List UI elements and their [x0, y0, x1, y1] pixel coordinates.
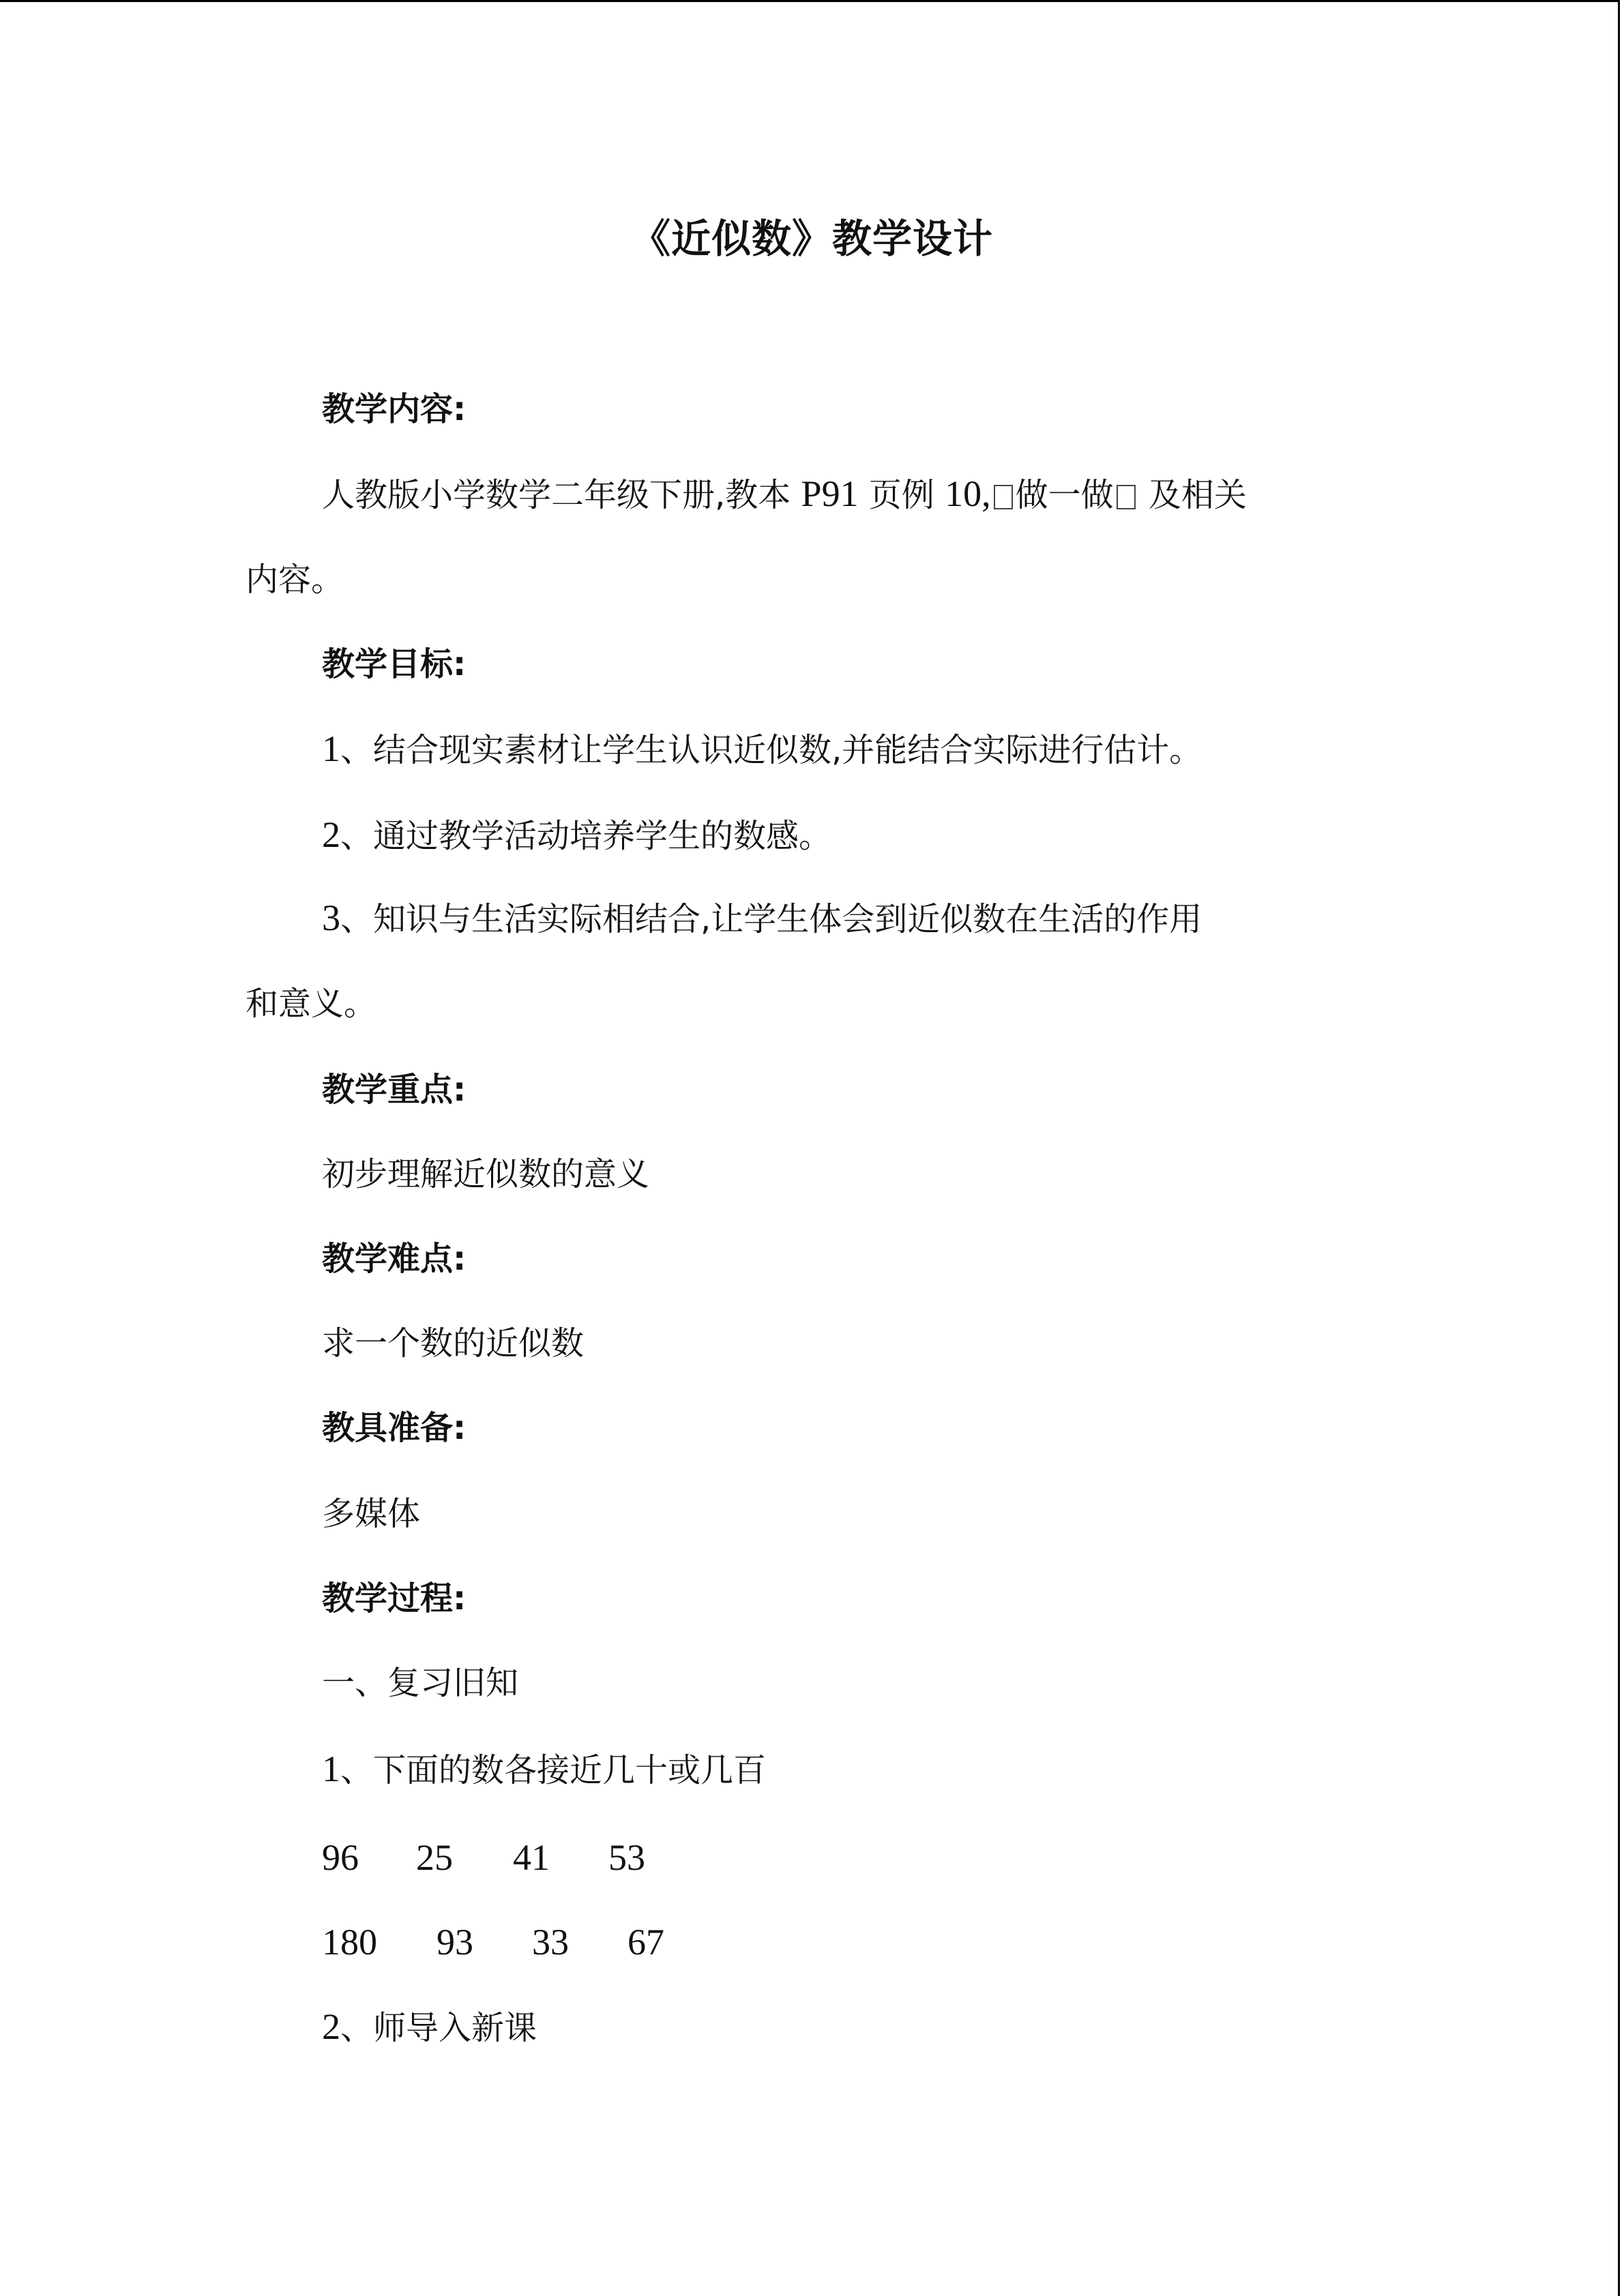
goal-2-text: 、通过教学活动培养学生的数感。: [340, 817, 832, 855]
question-1-number: 1: [322, 1748, 340, 1789]
number-cell: 53: [608, 1837, 645, 1878]
step-1: 一、复习旧知: [322, 1664, 519, 1702]
key-text: 初步理解近似数的意义: [322, 1155, 650, 1193]
key-heading: 教学重点:: [322, 1071, 467, 1109]
goal-3-continued: 和意义。: [246, 985, 377, 1023]
missing-glyph-icon: [994, 485, 1013, 509]
goal-3-text: 、知识与生活实际相结合,让学生体会到近似数在生活的作用: [340, 900, 1202, 938]
goals-heading: 教学目标:: [322, 645, 467, 683]
page-number: P91: [801, 473, 859, 514]
question-1-text: 、下面的数各接近几十或几百: [340, 1751, 767, 1789]
content-heading: 教学内容:: [322, 390, 467, 428]
number-cell: 33: [532, 1922, 569, 1963]
goal-2-number: 2: [322, 814, 340, 855]
content-text-c: 做一做: [1015, 476, 1114, 514]
goal-3-number: 3: [322, 897, 340, 938]
goal-3: [322, 891, 1202, 946]
difficulty-heading: 教学难点:: [322, 1240, 467, 1278]
content-text-d: 及相关: [1148, 476, 1247, 514]
tools-text: 多媒体: [322, 1495, 421, 1533]
number-cell: 41: [513, 1837, 550, 1878]
document-title: 《近似数》教学设计: [630, 215, 993, 262]
question-2-number: 2: [322, 2006, 340, 2047]
example-number: 10,: [945, 473, 991, 514]
process-heading: 教学过程:: [322, 1579, 467, 1617]
content-line-1: [322, 466, 1247, 522]
tools-heading: 教具准备:: [322, 1409, 467, 1447]
difficulty-text: 求一个数的近似数: [322, 1324, 585, 1362]
goal-2: [322, 807, 831, 863]
number-cell: 96: [322, 1837, 359, 1878]
number-cell: 180: [322, 1922, 377, 1963]
goal-1-text: 、结合现实素材让学生认识近似数,并能结合实际进行估计。: [340, 731, 1202, 769]
question-2: [322, 1999, 537, 2055]
content-text-b: 页例: [868, 476, 934, 514]
goal-1-number: 1: [322, 728, 340, 769]
missing-glyph-icon: [1117, 485, 1136, 509]
number-cell: 25: [416, 1837, 453, 1878]
number-cell: 93: [437, 1922, 473, 1963]
content-text-a: 人教版小学数学二年级下册,教本: [322, 476, 791, 514]
question-2-text: 、师导入新课: [340, 2009, 537, 2047]
number-cell: 67: [628, 1922, 664, 1963]
question-1: [322, 1742, 766, 1798]
content-line-2: 内容。: [246, 561, 344, 599]
goal-1: [322, 721, 1202, 777]
